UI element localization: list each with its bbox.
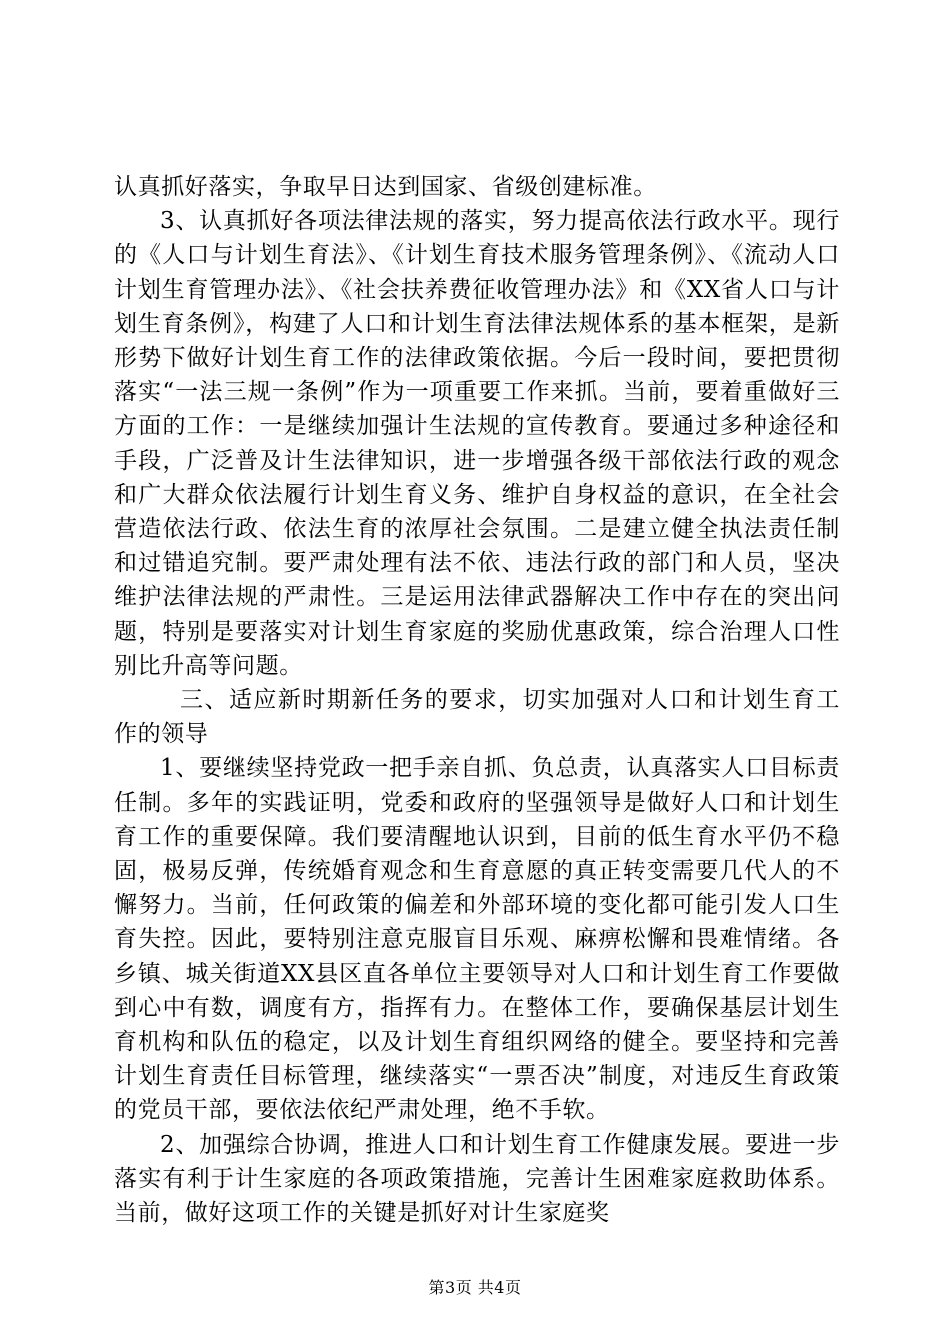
paragraph-leadership-responsibility: 1、要继续坚持党政一把手亲自抓、负总责，认真落实人口目标责任制。多年的实践证明，党委和政府的坚强领导是做好人口和计划生育工作的重要保障。我们要清醒地认识到，目前的低生育水平仍不稳固，极易反弹，传统婚育观念和生育意愿的真正转变需要几代人的不懈努力。当前，任何政策的偏差和外部环境的变化都可能引发人口生育失控。因此，要特别注意克服盲目乐观、麻痹松懈和畏难情绪。各乡镇、城关街道XX县区直各单位主要领导对人口和计划生育工作要做到心中有数，调度有方，指挥有力。在整体工作，要确保基层计划生育机构和队伍的稳定，以及计划生育组织网络的健全。要坚持和完善计划生育责任目标管理，继续落实“一票否决”制度，对违反生育政策的党员干部，要依法依纪严肃处理，绝不手软。 — [114, 755, 840, 1124]
paragraph-law-enforcement: 3、认真抓好各项法律法规的落实，努力提高依法行政水平。现行的《人口与计划生育法》、《计划生育技术服务管理条例》、《流动人口计划生育管理办法》、《社会扶养费征收管理办法》和《XX省人口与计划生育条例》，构建了人口和计划生育法律法规体系的基本框架，是新形势下做好计划生育工作的法律政策依据。今后一段时间，要把贯彻落实“一法三规一条例”作为一项重要工作来抓。当前，要着重做好三方面的工作：一是继续加强计生法规的宣传教育。要通过多种途径和手段，广泛普及计生法律知识，进一步增强各级干部依法行政的观念和广大群众依法履行计划生育义务、维护自身权益的意识，在全社会营造依法行政、依法生育的浓厚社会氛围。二是建立健全执法责任制和过错追究制。要严肃处理有法不依、违法行政的部门和人员，坚决维护法律法规的严肃性。三是运用法律武器解决工作中存在的突出问题，特别是要落实对计划生育家庭的奖励优惠政策，综合治理人口性别比升高等问题。 — [114, 208, 840, 679]
document-body — [114, 170, 840, 1230]
page-footer: 第3页 共4页 — [428, 1278, 522, 1297]
paragraph-coordination: 2、加强综合协调，推进人口和计划生育工作健康发展。要进一步落实有利于计生家庭的各项政策措施，完善计生困难家庭救助体系。当前，做好这项工作的关键是抓好对计生家庭奖 — [114, 1131, 840, 1227]
section-heading-three: 三、适应新时期新任务的要求，切实加强对人口和计划生育工作的领导 — [114, 687, 840, 748]
paragraph-continuation: 认真抓好落实，争取早日达到国家、省级创建标准。 — [114, 174, 657, 200]
